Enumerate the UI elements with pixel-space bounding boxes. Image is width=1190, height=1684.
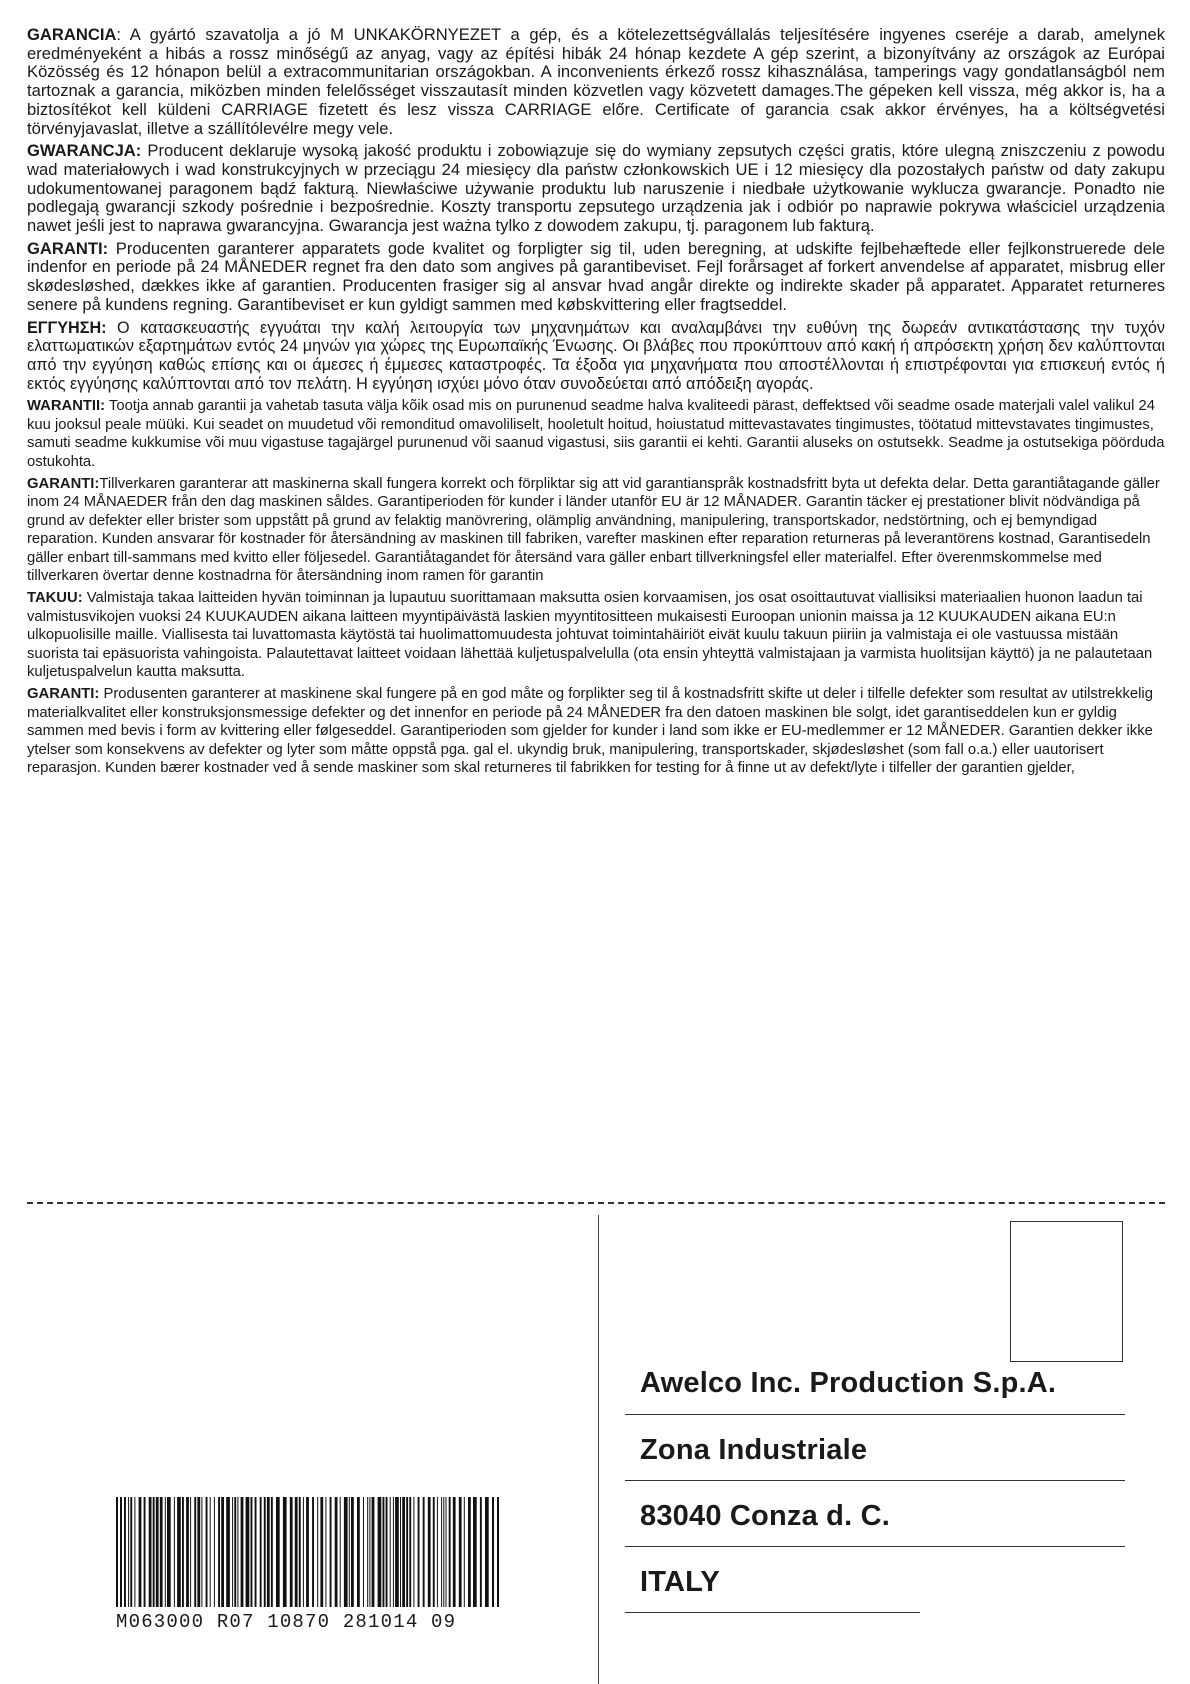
barcode-bar: [190, 1497, 191, 1607]
barcode-bar: [413, 1497, 414, 1607]
barcode-bar: [232, 1497, 233, 1607]
warranty-no: [27, 685, 1165, 777]
barcode-bar: [120, 1497, 122, 1607]
barcode-bar: [271, 1497, 273, 1607]
barcode-bar: [165, 1497, 166, 1607]
barcode-bar: [306, 1497, 309, 1607]
barcode-bar: [134, 1497, 135, 1607]
warranty-heading: TAKUU: [27, 590, 78, 607]
barcode-bar: [139, 1497, 142, 1607]
barcode-bar: [492, 1497, 494, 1607]
warranty-body: Valmistaja takaa laitteiden hyvän toiminnan ja lupautuu suorittamaan maksutta osien korvaamisen, jos osat osoittautuvat viallisiksi materiaalien huonon laadun tai valmistusvikojen vuoksi 24 KUUKAUDEN aikana laitteen myyntipäivästä laskien myyntitositteen mukaisesti Euroopan unionin maissa ja 12 KUUKAUDEN aikana EU:n ulkopuolisille maille. Viallisesta tai luvattomasta käytöstä tai huolimattomuudesta johtuvat toimintahäiriöt eivät kuulu takuun piiriin ja valmistaja ei ole vastuussa mistään suorista tai epäsuorista vahingoista. Palautettavat laitteet voidaan lähettää kuljetuspalvelulla (ota ensin yhteyttä valmistajaan ja varmista huolitsijan käyttö) ja ne palautetaan kuljetuspalvelun kautta maksutta.: [27, 590, 1153, 681]
barcode-bar: [290, 1497, 293, 1607]
warranty-heading: GWARANCJA: [27, 141, 136, 161]
barcode-bar: [367, 1497, 368, 1607]
heading-separator: :: [100, 398, 106, 415]
heading-separator: :: [94, 686, 100, 703]
barcode-bar: [344, 1497, 348, 1607]
address-company: Awelco Inc. Production S.p.A.: [640, 1367, 1057, 1399]
barcode-bar: [201, 1497, 202, 1607]
barcode-bar: [395, 1497, 399, 1607]
warranty-body: Produsenten garanterer at maskinene skal fungere på en god måte og forplikter seg til å kostnadsfritt skifte ut deler i tilfelle defekter som resultat av utilstrekkelig materialkvalitet eller konstruksjonsmessige defekter og det innenfor en periode på 24 MÅNEDER fra den datoen maskinen ble solgt, idet garantiseddelen kun er gyldig sammen med bevis i form av kvittering eller følgeseddel. Garantiperioden som gjelder for kunder i land som ikke er EU-medlemmer er 12 MÅNEDER. Garantien dekker ikke ytelser som konsekvens av defekter og lyter som måtte oppstå pga. gal el. ukyndig bruk, manipulering, transportskader, skjødesløshet (som fall o.a.) eller uautorisert reparasjon. Kunden bærer kostnader ved å sende maskiner som skal returneres til fabrikken for testing for å finne ut av defekt/lyte i tilfeller der garantien gjelder,: [27, 686, 1153, 777]
heading-separator: :: [94, 475, 100, 492]
barcode-bar: [351, 1497, 354, 1607]
barcode-bar: [197, 1497, 200, 1607]
barcode-bar: [453, 1497, 456, 1607]
barcode-bar: [149, 1497, 152, 1607]
warranty-heading: ΕΓΓΥΗΣΗ: [27, 318, 102, 337]
heading-separator: :: [102, 238, 109, 258]
warranty-body: Tootja annab garantii ja vahetab tasuta välja kõik osad mis on purunenud seadme halva kvaliteedi pärast, deffektsed või seadme osade materjali valel valikul 24 kuu jooksul peale müüki. Kui seadet on muudetud või remonditud omavoliliselt, hooletult hoitud, hoiustatud mittevastavates tingimustes, töötatud mittevstavates tingimustes, samuti seadme kukkumise või muu vigastuse tagajärgel purunenud või saanud vigastusi, siis garantii ei kehti. Garantii aluseks on ostutsekk. Seadme ja ostutsekiga pöörduda ostukohta.: [27, 398, 1165, 470]
barcode-bar: [214, 1497, 215, 1607]
warranty-heading: GARANTI: [27, 686, 95, 703]
warranty-heading: GARANTI: [27, 238, 103, 258]
barcode: [116, 1497, 500, 1607]
barcode-bar: [283, 1497, 287, 1607]
barcode-bar: [153, 1497, 155, 1607]
barcode-bar: [255, 1497, 257, 1607]
barcode-bar: [124, 1497, 126, 1607]
barcode-bar: [317, 1497, 318, 1607]
barcode-bar: [446, 1497, 447, 1607]
barcode-bar: [234, 1497, 236, 1607]
warranty-body: Producenten garanterer apparatets gode kvalitet og forpligter sig til, uden beregning, at udskifte fejlbehæftede eller fejlkonstruerede dele indenfor en periode på 24 MÅNEDER regnet fra den dato som angives på garantibeviset. Fejl forårsaget af forkert anvendelse af apparatet, misbrug eller skødesløshed, dækkes ikke af garantien. Producenten frasiger sig al ansvar hvad angår direkte og indirekte skader på apparatet. Apparatet returneres senere på kundens regning. Garantibeviset er kun gyldigt sammen med købskvittering eller fragtseddel.: [27, 238, 1165, 314]
address-line-3: [625, 1546, 1125, 1547]
barcode-bar: [340, 1497, 341, 1607]
barcode-bar: [160, 1497, 163, 1607]
barcode-bar: [210, 1497, 211, 1607]
barcode-bar: [485, 1497, 489, 1607]
barcode-bar: [303, 1497, 304, 1607]
barcode-bar: [372, 1497, 375, 1607]
heading-separator: :: [77, 590, 83, 607]
barcode-bar: [276, 1497, 280, 1607]
heading-separator: :: [135, 141, 142, 161]
barcode-bar: [473, 1497, 477, 1607]
barcode-bar: [409, 1497, 411, 1607]
barcode-bar: [400, 1497, 401, 1607]
warranty-hu: [27, 26, 1165, 138]
warranty-heading: GARANTI: [27, 475, 95, 492]
barcode-bar: [144, 1497, 146, 1607]
barcode-bar: [299, 1497, 301, 1607]
barcode-bar: [186, 1497, 189, 1607]
barcode-bar: [295, 1497, 298, 1607]
barcode-bar: [390, 1497, 391, 1607]
barcode-bar: [167, 1497, 171, 1607]
address-country: ITALY: [640, 1566, 720, 1598]
barcode-bar: [349, 1497, 350, 1607]
barcode-bar: [433, 1497, 435, 1607]
cut-line-divider: [27, 1202, 1165, 1204]
stamp-box: [1010, 1221, 1123, 1362]
warranty-da: [27, 240, 1165, 315]
barcode-bar: [441, 1497, 442, 1607]
barcode-bar: [423, 1497, 425, 1607]
barcode-bar: [156, 1497, 159, 1607]
warranty-el: [27, 319, 1165, 394]
address-line-2: [625, 1480, 1125, 1481]
barcode-bar: [221, 1497, 224, 1607]
barcode-bar: [369, 1497, 370, 1607]
warranty-body: Tillverkaren garanterar att maskinerna skall fungera korrekt och förpliktar sig att vid garantianspråk kostnadsfritt byta ut defekta delar. Detta garantiåtagande gäller inom 24 MÅNAEDER från den dag maskinen såldes. Garantiperioden för kunder i länder utanför EU är 12 MÅNADER. Garantin täcker ej prestationer blivit nödvändiga på grund av defekter eller brister som uppstått på grund av felaktig manövrering, olämplig användning, manipulering, transportskador, nedstörtning, och ej bemyndigad reparation. Kunden ansvarar för kostnader för återsändning av maskinen till fabriken, varefter maskinen efter reparation returneras på leverantörens kostnad, Garantisedeln gäller enbart till-sammans med kvitto eller följesedel. Garantiåtagandet för återsänd vara gäller enbart tillverkningsfel eller materialfel. Efter överenmskommelse med tillverkaren övertar denne kostnadrna för återsändning inom ramen för garantin: [27, 475, 1160, 585]
barcode-number: M063000 R07 10870 281014 09: [116, 1611, 457, 1633]
barcode-bar: [357, 1497, 360, 1607]
barcode-bar: [378, 1497, 382, 1607]
barcode-bar: [174, 1497, 175, 1607]
barcode-bar: [335, 1497, 338, 1607]
barcode-bar: [320, 1497, 323, 1607]
barcode-bar: [177, 1497, 181, 1607]
heading-separator: :: [101, 318, 107, 337]
warranty-sv: [27, 475, 1165, 585]
warranty-body: Producent deklaruje wysoką jakość produktu i zobowiązuje się do wymiany zepsutych części gratis, które ulegną zniszczeniu z powodu wad materiałowych i wad konstrukcyjnych w przeciągu 24 miesięcy dla państw członkowskich UE i 12 miesięcy dla pozostałych państw od daty zakupu udokumentowanej paragonem bądź fakturą. Niewłaściwe używanie produktu lub naruszenie i niedbałe użytkowanie wyklucza gwarancje. Ponadto nie podlegają gwarancji szkody pośrednie i bezpośrednie. Koszty transportu zepsutego urządzenia jak i odbiór po naprawie pokrywa właściciel urządzenia nawet jeśli jest to naprawa gwarancyjna. Gwarancja jest ważna tylko z dowodem zakupu, tj. paragonem lub fakturą.: [27, 141, 1165, 236]
barcode-bar: [194, 1497, 196, 1607]
heading-separator: :: [116, 25, 122, 44]
barcode-bar: [128, 1497, 129, 1607]
barcode-bar: [497, 1497, 499, 1607]
barcode-bar: [418, 1497, 420, 1607]
barcode-bar: [480, 1497, 482, 1607]
address-city: 83040 Conza d. C.: [640, 1500, 890, 1532]
barcode-bar: [464, 1497, 465, 1607]
warranty-body: A gyártó szavatolja a jó M UNKAKÖRNYEZET a gép, és a kötelezettségvállalás teljesítésére ingyenes cseréje a darab, amelynek eredményeként a hibás a rossz minőségű az anyag, vagy az építési hibák 24 hónap kezdete A gép szerint, a bizonyítvány az országok az Európai Közösség és 12 hónapon belül a extracommunitarian országokban. A inconvenients érkező rossz kihasználása, tamperings vagy gondatlanságból nem tartoznak a garancia, miközben minden felelősséget visszautasít minden közvetlen vagy közvetett damages.The gépeken kell vissza, még akkor is, ha a biztosítékot kell küldeni CARRIAGE fizetett és lesz vissza CARRIAGE előre. Certificate of garancia csak akkor érvényes, ha a költségvetési törvényjavaslat, illetve a szállítólevélre megy vele.: [27, 25, 1165, 138]
barcode-bar: [251, 1497, 253, 1607]
barcode-bar: [363, 1497, 364, 1607]
barcode-bar: [325, 1497, 326, 1607]
barcode-bar: [393, 1497, 394, 1607]
address-line-1: [625, 1414, 1125, 1415]
warranty-heading: GARANCIA: [27, 25, 117, 44]
postcard-vertical-divider: [598, 1215, 599, 1684]
warranty-body: Ο κατασκευαστής εγγυάται την καλή λειτουργία των μηχανημάτων και αναλαμβάνει την ευθύνη της δωρεάν αντικατάστασης την τυχόν ελαττωματικών εξαρτημάτων εντός 24 μηνών για χώρες της Ευρωπαϊκής Ένωσης. Οι βλάβες που προκύπτουν από κακή ή απρόσεκτη χρήση δεν καλύπτονται από την εγγύηση καθώς επίσης και οι άμεσες ή έμμεσες καταστροφές. Τα έξοδα για μηχανήματα που αποστέλλονται ή επιστρέφονται για επισκευή εντός ή εκτός εγγύησης καλύπτονται από τον πελάτη. Η εγγύηση ισχύει μόνο όταν συνοδεύεται από απόδειξη αγοράς.: [27, 318, 1165, 393]
barcode-bar: [182, 1497, 184, 1607]
barcode-bar: [206, 1497, 208, 1607]
warranty-text-block: [27, 26, 1165, 781]
barcode-bar: [218, 1497, 220, 1607]
barcode-bar: [241, 1497, 244, 1607]
barcode-bar: [383, 1497, 385, 1607]
barcode-bar: [312, 1497, 314, 1607]
barcode-bar: [402, 1497, 405, 1607]
barcode-bar: [264, 1497, 266, 1607]
warranty-pl: [27, 142, 1165, 236]
barcode-bar: [449, 1497, 451, 1607]
barcode-bar: [237, 1497, 238, 1607]
barcode-bar: [130, 1497, 132, 1607]
barcode-bar: [386, 1497, 388, 1607]
barcode-bar: [226, 1497, 230, 1607]
barcode-bar: [443, 1497, 444, 1607]
barcode-bar: [428, 1497, 431, 1607]
barcode-bar: [437, 1497, 438, 1607]
barcode-bar: [468, 1497, 471, 1607]
warranty-heading: WARANTII: [27, 398, 101, 415]
address-street: Zona Industriale: [640, 1434, 868, 1466]
barcode-bar: [406, 1497, 408, 1607]
barcode-bar: [116, 1497, 118, 1607]
barcode-bar: [267, 1497, 270, 1607]
barcode-bar: [260, 1497, 262, 1607]
barcode-bar: [459, 1497, 462, 1607]
warranty-fi: [27, 589, 1165, 681]
barcode-bar: [330, 1497, 332, 1607]
warranty-et: [27, 397, 1165, 471]
address-line-4: [625, 1612, 920, 1613]
barcode-bar: [246, 1497, 250, 1607]
